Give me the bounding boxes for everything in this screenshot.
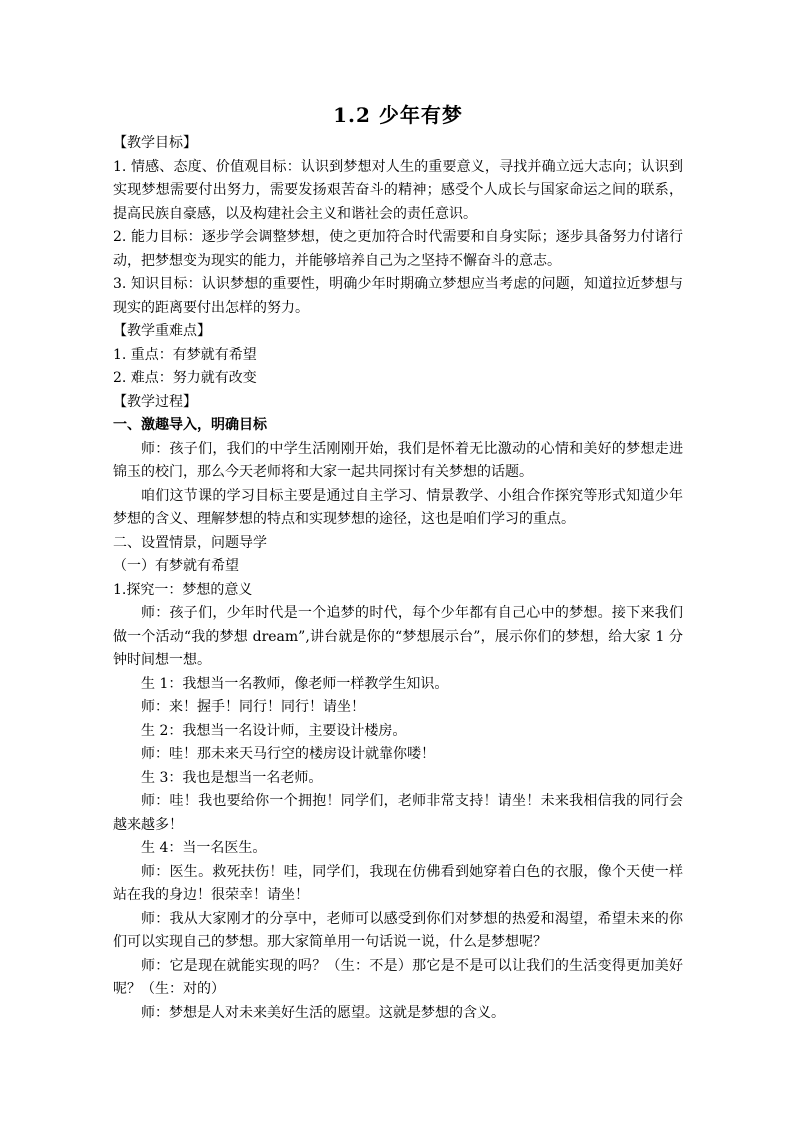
- paragraph: 师：孩子们，我们的中学生活刚刚开始，我们是怀着无比激动的心情和美好的梦想走进锦玉的校门，那么今天老师将和大家一起共同探讨有关梦想的话题。: [113, 440, 683, 480]
- document-title: 1.2 少年有梦: [333, 103, 463, 127]
- dialogue-line: 师：它是现在就能实现的吗？（生：不是）那它是不是可以让我们的生活变得更加美好呢？（生：对的）: [113, 957, 683, 997]
- section-header-key-points: 【教学重难点】: [113, 323, 211, 339]
- dialogue-line: 生 1：我想当一名教师，像老师一样教学生知识。: [141, 675, 449, 692]
- section-header-process: 【教学过程】: [113, 393, 197, 410]
- dialogue-line: 生 3：我也是想当一名老师。: [141, 769, 323, 786]
- process-part-1-heading: 一、激趣导入，明确目标: [113, 417, 267, 433]
- explore-heading: 1.探究一：梦想的意义: [113, 581, 253, 598]
- key-point-1: 1. 重点：有梦就有希望: [113, 346, 257, 363]
- dialogue-line: 生 2：我想当一名设计师，主要设计楼房。: [141, 722, 407, 739]
- subsection-heading: （一）有梦就有希望: [113, 558, 239, 574]
- dialogue-line: 师：孩子们，少年时代是一个追梦的时代，每个少年都有自己心中的梦想。接下来我们做一个活动“我的梦想 dream”,讲台就是你的“梦想展示台”，展示你们的梦想，给大家 1 分钟时间想一想。: [113, 605, 683, 668]
- dialogue-line: 师：哇！我也要给你一个拥抱！同学们，老师非常支持！请坐！未来我相信我的同行会越来越多！: [113, 793, 683, 833]
- goal-item-3: 3. 知识目标：认识梦想的重要性，明确少年时期确立梦想应当考虑的问题，知道拉近梦想与现实的距离要付出怎样的努力。: [113, 276, 683, 316]
- process-part-2-heading: 二、设置情景，问题导学: [113, 534, 267, 551]
- paragraph: 咱们这节课的学习目标主要是通过自主学习、情景教学、小组合作探究等形式知道少年梦想的含义、理解梦想的特点和实现梦想的途径，这也是咱们学习的重点。: [113, 487, 683, 527]
- dialogue-line: 师：医生。救死扶伤！哇，同学们，我现在仿佛看到她穿着白色的衣服，像个天使一样站在我的身边！很荣幸！请坐！: [113, 863, 683, 903]
- goal-item-1: 1. 情感、态度、价值观目标：认识到梦想对人生的重要意义，寻找并确立远大志向；认识到实现梦想需要付出努力，需要发扬艰苦奋斗的精神；感受个人成长与国家命运之间的联系，提高民族自豪感，以及构建社会主义和谐社会的责任意识。: [113, 158, 683, 222]
- dialogue-line: 生 4：当一名医生。: [141, 840, 267, 856]
- dialogue-line: 师：来！握手！同行！同行！请坐！: [141, 699, 365, 715]
- dialogue-line: 师：梦想是人对未来美好生活的愿望。这就是梦想的含义。: [141, 1004, 505, 1021]
- dialogue-line: 师：我从大家刚才的分享中，老师可以感受到你们对梦想的热爱和渴望，希望未来的你们可以实现自己的梦想。那大家简单用一句话说一说，什么是梦想呢？: [113, 910, 683, 950]
- key-point-2: 2. 难点：努力就有改变: [113, 370, 257, 386]
- goal-item-2: 2. 能力目标：逐步学会调整梦想，使之更加符合时代需要和自身实际；逐步具备努力付诸行动，把梦想变为现实的能力，并能够培养自己为之坚持不懈奋斗的意志。: [113, 229, 683, 269]
- document-body: [113, 100, 683, 1025]
- dialogue-line: 师：哇！那未来天马行空的楼房设计就靠你喽！: [141, 746, 435, 762]
- section-header-goals: 【教学目标】: [113, 135, 197, 151]
